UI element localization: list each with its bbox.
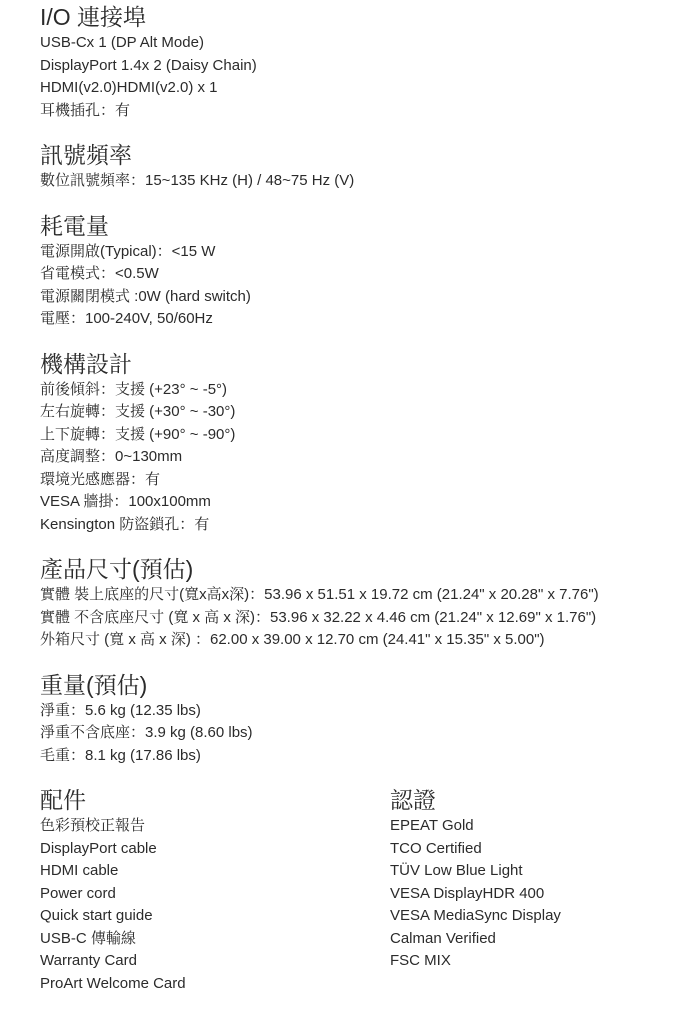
accessory-item: USB-C 傳輸線 xyxy=(40,929,136,947)
section-title: 耗電量 xyxy=(40,212,109,239)
accessory-item: ProArt Welcome Card xyxy=(40,974,186,992)
accessory-item: HDMI cable xyxy=(40,862,119,879)
accessories-certifications xyxy=(40,785,690,995)
accessory-item: Power cord xyxy=(40,884,116,902)
section-title: 訊號頻率 xyxy=(40,142,132,168)
certification-item: FSC MIX xyxy=(390,952,451,969)
spec-line: 數位訊號頻率：15~135 KHz (H) / 48~75 Hz (V) xyxy=(40,172,355,189)
section-weight xyxy=(40,670,690,768)
section-io-ports xyxy=(40,2,690,122)
section-certifications xyxy=(390,785,690,995)
section-title: 機構設計 xyxy=(40,350,132,377)
spec-line: 電壓：100-240V, 50/60Hz xyxy=(40,310,213,327)
spec-line: 電源開啟(Typical)：<15 W xyxy=(40,242,216,260)
spec-line: 電源關閉模式 :0W (hard switch) xyxy=(40,287,251,305)
spec-line: Kensington 防盜鎖孔：有 xyxy=(40,515,210,533)
section-title: 產品尺寸(預估) xyxy=(40,556,194,582)
spec-line: 高度調整：0~130mm xyxy=(40,448,183,465)
section-title: I/O 連接埠 xyxy=(40,4,147,30)
section-product-dimensions xyxy=(40,554,690,652)
section-mechanical-design xyxy=(40,349,690,537)
spec-line: VESA 牆掛：100x100mm xyxy=(40,493,211,510)
spec-line: 左右旋轉：支援 (+30° ~ -30°) xyxy=(40,403,236,420)
certification-item: VESA MediaSync Display xyxy=(390,907,561,924)
accessory-item: Warranty Card xyxy=(40,952,137,969)
spec-line: 環境光感應器：有 xyxy=(40,470,161,488)
spec-line: 淨重：5.6 kg (12.35 lbs) xyxy=(40,701,201,719)
spec-line: HDMI(v2.0)HDMI(v2.0) x 1 xyxy=(40,79,218,96)
spec-line: 淨重不含底座：3.9 kg (8.60 lbs) xyxy=(40,724,253,741)
spec-line: 外箱尺寸 (寬 x 高 x 深) ：62.00 x 39.00 x 12.70 cm (24.41" x 15.35" x 5.00") xyxy=(40,631,545,648)
spec-sheet xyxy=(40,2,690,995)
certification-item: EPEAT Gold xyxy=(390,817,474,834)
certification-item: TÜV Low Blue Light xyxy=(390,862,523,879)
spec-line: 耳機插孔：有 xyxy=(40,101,131,119)
section-title: 認證 xyxy=(390,787,436,813)
spec-line: 前後傾斜：支援 (+23° ~ -5°) xyxy=(40,380,228,398)
section-signal-frequency xyxy=(40,140,690,193)
section-accessories xyxy=(40,785,390,995)
certification-item: Calman Verified xyxy=(390,929,496,947)
section-power-consumption xyxy=(40,211,690,331)
spec-line: 毛重：8.1 kg (17.86 lbs) xyxy=(40,746,201,764)
spec-line: 上下旋轉：支援 (+90° ~ -90°) xyxy=(40,425,236,443)
spec-line: 省電模式：<0.5W xyxy=(40,265,159,282)
spec-line: DisplayPort 1.4x 2 (Daisy Chain) xyxy=(40,56,257,74)
section-title: 配件 xyxy=(40,787,86,813)
certification-item: VESA DisplayHDR 400 xyxy=(390,884,545,902)
certification-item: TCO Certified xyxy=(390,839,482,857)
accessory-item: 色彩預校正報告 xyxy=(40,817,146,834)
accessory-item: Quick start guide xyxy=(40,907,153,924)
spec-line: 實體 裝上底座的尺寸(寬x高x深)：53.96 x 51.51 x 19.72 cm (21.24" x 20.28" x 7.76") xyxy=(40,586,599,603)
section-title: 重量(預估) xyxy=(40,671,148,698)
spec-line: 實體 不含底座尺寸 (寬 x 高 x 深)：53.96 x 32.22 x 4.46 cm (21.24" x 12.69" x 1.76") xyxy=(40,608,597,626)
accessory-item: DisplayPort cable xyxy=(40,839,157,857)
spec-line: USB-Cx 1 (DP Alt Mode) xyxy=(40,34,204,51)
